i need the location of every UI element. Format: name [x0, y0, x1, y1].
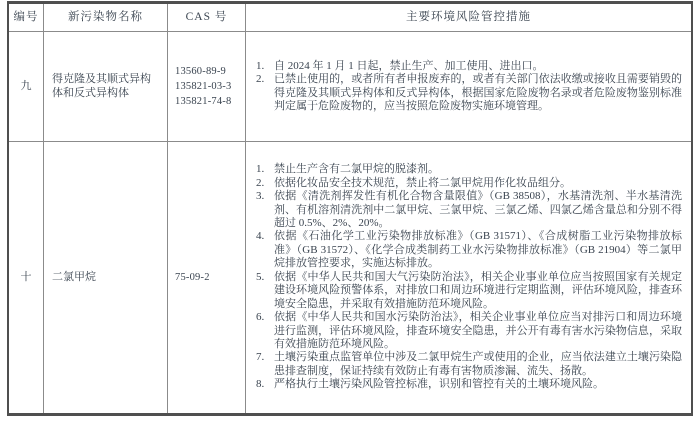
- row-number-cell: 九: [9, 32, 44, 141]
- measure-item: [256, 190, 682, 230]
- header-cell-pollutant-name: 新污染物名称: [44, 4, 168, 31]
- measure-text: 依据《中华人民共和国水污染防治法》，相关企业事业单位应当对排污口和周边环境进行监测，评估环境风险，排查环境安全隐患，并公开有毒有害水污染物信息，采取有效措施防范环境风险。: [274, 311, 682, 351]
- measure-text: 自 2024 年 1 月 1 日起，禁止生产、加工使用、进出口。: [274, 59, 544, 72]
- measure-text: 禁止生产含有二氯甲烷的脱漆剂。: [274, 163, 439, 176]
- measure-number: 8.: [256, 378, 265, 391]
- measure-item: [256, 163, 682, 176]
- measure-item: [256, 271, 682, 311]
- measure-item: [256, 378, 682, 391]
- measure-number: 6.: [256, 311, 265, 324]
- measure-text: 依据《中华人民共和国大气污染防治法》，相关企业事业单位应当按照国家有关规定建设环境风险预警体系，对排放口和周边环境进行定期监测，评估环境风险，排查环境安全隐患，并采取有效措施防范环境风险。: [274, 270, 682, 310]
- measure-number: 4.: [256, 230, 265, 243]
- pollutant-name-cell: 得克隆及其顺式异构体和反式异构体: [44, 32, 168, 141]
- row-number-cell: 十: [9, 142, 44, 413]
- cas-number: 135821-03-3: [175, 81, 232, 92]
- measure-number: 5.: [256, 270, 265, 283]
- table-body: [9, 32, 691, 413]
- measure-text: 依据《石油化学工业污染物排放标准》（GB 31571）、《合成树脂工业污染物排放标准》（GB 31572）、《化学合成类制药工业水污染物排放标准》（GB 21904）等二氯甲烷排放管控要求，实施达标排放。: [274, 230, 682, 270]
- measure-text: 依据《清洗剂挥发性有机化合物含量限值》（GB 38508），水基清洗剂、半水基清洗剂、有机溶剂清洗剂中二氯甲烷、三氯甲烷、三氯乙烯、四氯乙烯含量总和分别不得超过 0.5%、2%、20%。: [274, 190, 682, 229]
- measure-item: [256, 73, 682, 113]
- measure-text: 严格执行土壤污染风险管控标准，识别和管控有关的土壤环境风险。: [274, 378, 604, 391]
- measures-cell: [246, 32, 691, 141]
- pollutant-control-table: [7, 1, 693, 416]
- header-cell-measures: 主要环境风险管控措施: [406, 10, 531, 23]
- measures-cell: [246, 142, 691, 413]
- measure-number: 2.: [256, 73, 265, 86]
- measure-text: 依据化妆品安全技术规范，禁止将二氯甲烷用作化妆品组分。: [274, 176, 571, 189]
- cas-number: 75-09-2: [175, 272, 210, 283]
- measure-item: [256, 230, 682, 270]
- measure-item: [256, 351, 682, 378]
- cas-number-cell: [168, 32, 246, 141]
- table-row: [9, 142, 691, 413]
- cas-number: 13560-89-9: [175, 66, 226, 77]
- pollutant-name-cell: 二氯甲烷: [44, 142, 168, 413]
- measure-text: 已禁止使用的，或者所有者申报废弃的，或者有关部门依法收缴或接收且需要销毁的得克隆及其顺式异构体和反式异构体，根据国家危险废物名录或者危险废物鉴别标准判定属于危险废物的，应当按照危险废物实施环境管理。: [274, 73, 682, 112]
- header-cell-cas: CAS 号: [168, 4, 246, 31]
- measure-item: [256, 311, 682, 351]
- header-cell-number: 编号: [9, 4, 44, 31]
- cas-number-cell: [168, 142, 246, 413]
- measure-number: 1.: [256, 163, 265, 176]
- measure-number: 2.: [256, 176, 265, 189]
- measure-number: 7.: [256, 351, 265, 364]
- measure-item: [256, 60, 682, 73]
- measure-number: 1.: [256, 59, 265, 72]
- measure-item: [256, 177, 682, 190]
- measure-number: 3.: [256, 190, 265, 203]
- cas-number: 135821-74-8: [175, 96, 232, 107]
- table-row: [9, 32, 691, 142]
- measure-text: 土壤污染重点监管单位中涉及二氯甲烷生产或使用的企业，应当依法建立土壤污染隐患排查制度，保证持续有效防止有毒有害物质渗漏、流失、扬散。: [274, 351, 682, 377]
- table-header-row: [9, 4, 691, 32]
